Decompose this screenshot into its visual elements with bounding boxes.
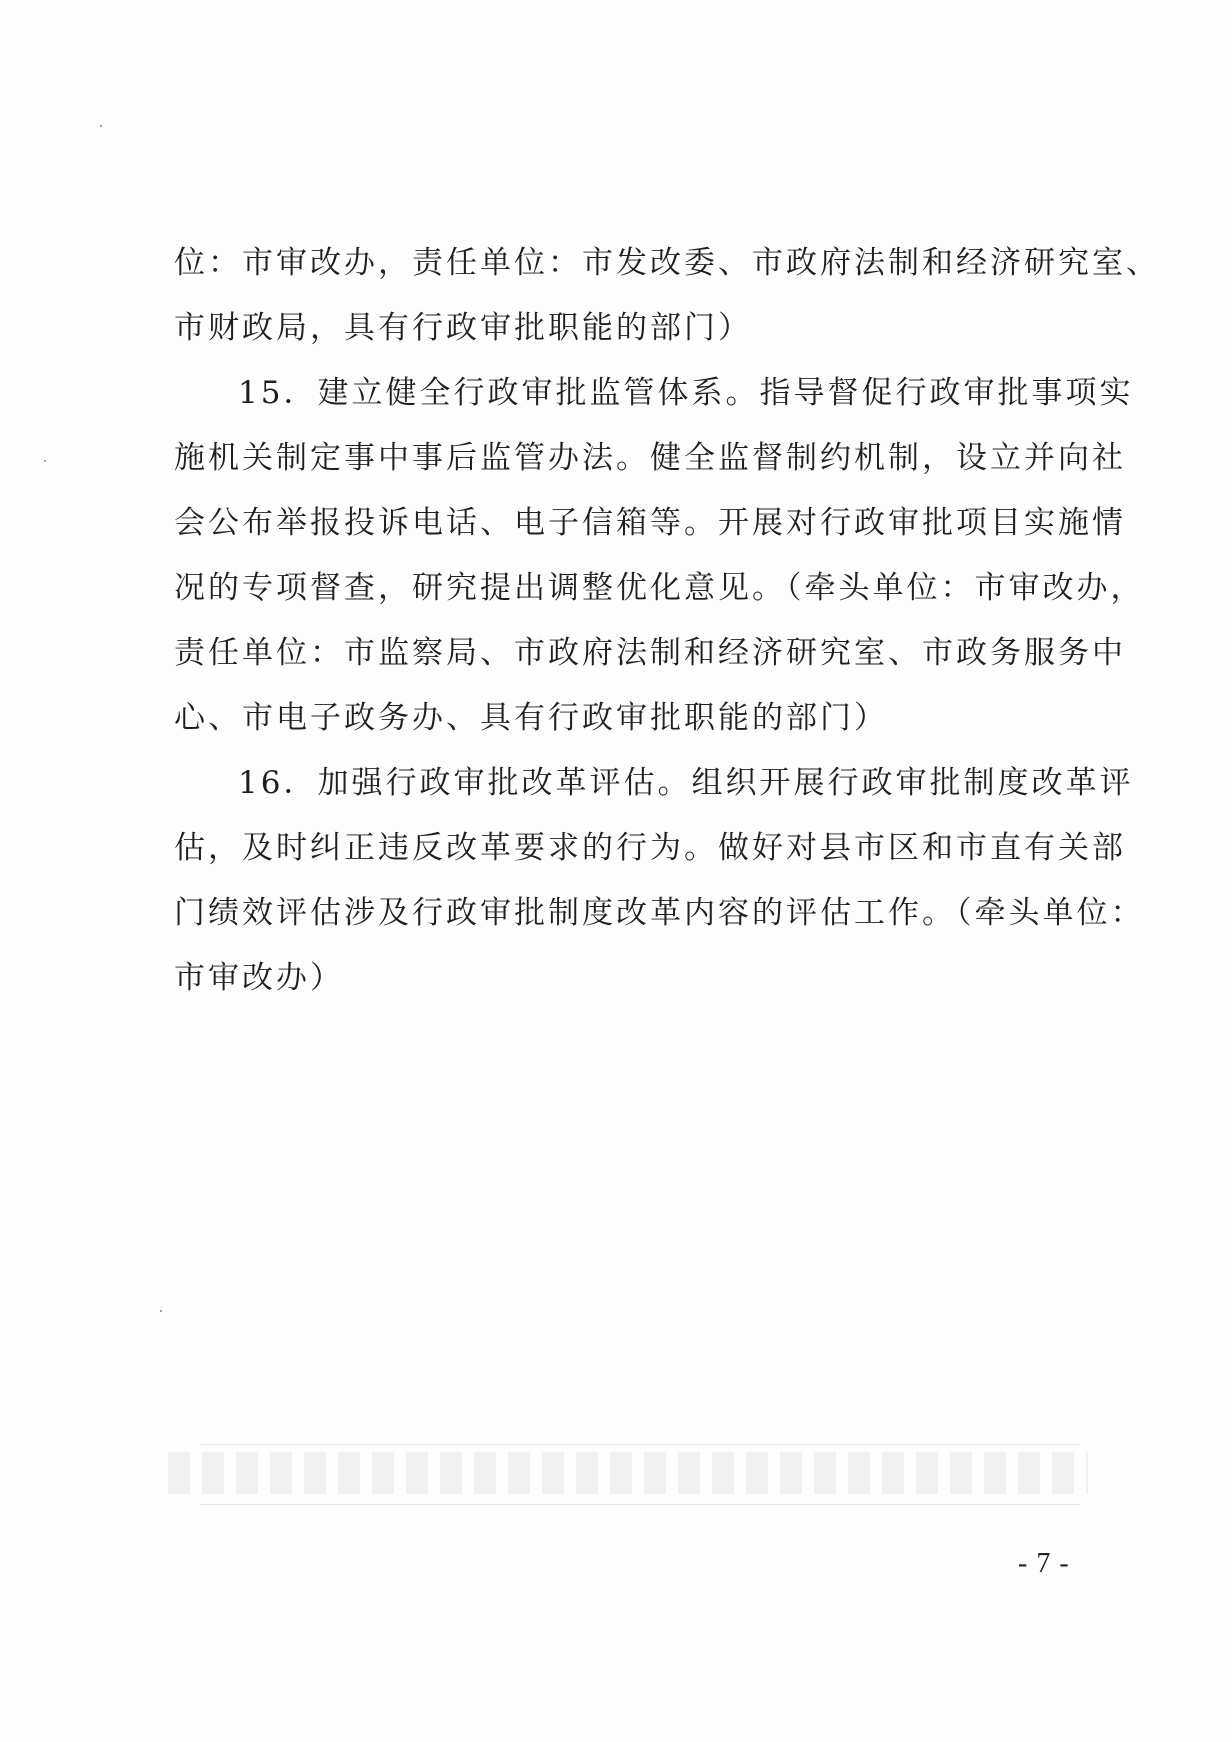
- text-line: 施机关制定事中事后监管办法。健全监督制约机制，设立并向社: [174, 440, 1126, 476]
- text-line: 会公布举报投诉电话、电子信箱等。开展对行政审批项目实施情: [174, 505, 1126, 541]
- text-line: 16．加强行政审批改革评估。组织开展行政审批制度改革评: [238, 765, 1134, 801]
- text-line: 15．建立健全行政审批监管体系。指导督促行政审批事项实: [238, 375, 1134, 411]
- text-line: 市财政局，具有行政审批职能的部门）: [174, 310, 752, 346]
- bleed-through-rule: [200, 1444, 1080, 1445]
- text-line: 门绩效评估涉及行政审批制度改革内容的评估工作。（牵头单位：: [174, 895, 1145, 931]
- text-line: 心、市电子政务办、具有行政审批职能的部门）: [174, 700, 888, 736]
- text-line: 况的专项督查，研究提出调整优化意见。（牵头单位：市审改办，: [174, 570, 1145, 606]
- text-line: 责任单位：市监察局、市政府法制和经济研究室、市政务服务中: [174, 635, 1126, 671]
- text-line: 位：市审改办，责任单位：市发改委、市政府法制和经济研究室、: [174, 245, 1160, 281]
- bleed-through-text: [168, 1452, 1088, 1494]
- text-line: 市审改办）: [174, 960, 344, 996]
- scan-speck: [100, 125, 102, 127]
- body-text: [174, 237, 1160, 1017]
- text-line: 估，及时纠正违反改革要求的行为。做好对县市区和市直有关部: [174, 830, 1126, 866]
- scan-speck: [44, 460, 46, 462]
- page-number: - 7 -: [1018, 1548, 1070, 1579]
- bleed-through-rule: [200, 1504, 1080, 1505]
- scan-speck: [160, 1310, 162, 1312]
